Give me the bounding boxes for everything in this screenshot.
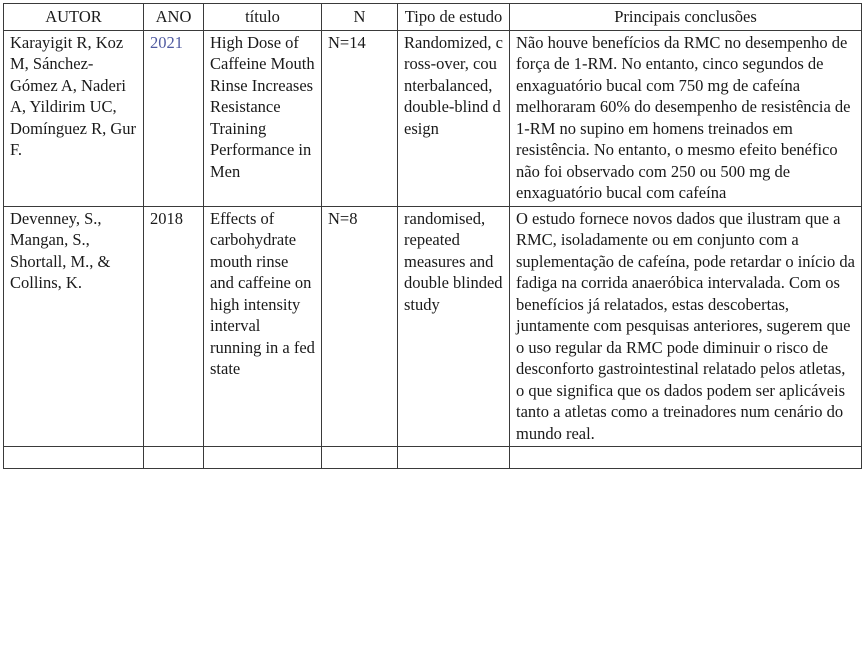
studies-table [3, 3, 862, 469]
header-titulo: título [204, 4, 322, 31]
cell-ano: 2018 [144, 206, 204, 447]
cell-titulo: Effects of carbohydrate mouth rinse and caffeine on high intensity interval running in a fed state [204, 206, 322, 447]
cell-tipo: Randomized, cross-over, counterbalanced, double-blind design [398, 30, 510, 206]
cell-conclusoes: Não houve benefícios da RMC no desempenho de força de 1-RM. No entanto, cinco segundos de enxaguatório bucal com 750 mg de cafeína melhoraram 60% do desempenho de resistência de 1-RM no supino em homens treinados em resistência. No entanto, o mesmo efeito benéfico não foi observado com 250 ou 500 mg de enxaguatório bucal com cafeína [510, 30, 862, 206]
header-conclusoes: Principais conclusões [510, 4, 862, 31]
cell-n: N=14 [322, 30, 398, 206]
header-n: N [322, 4, 398, 31]
table-row [4, 30, 862, 206]
cell-autor: Devenney, S., Mangan, S., Shortall, M., & Collins, K. [4, 206, 144, 447]
cell-conclusoes: O estudo fornece novos dados que ilustram que a RMC, isoladamente ou em conjunto com a suplementação de cafeína, pode retardar o início da fadiga na corrida anaeróbica intervalada. Com os benefícios já relatados, estas descobertas, juntamente com pesquisas anteriores, sugerem que o uso regular da RMC pode diminuir o risco de desconforto gastrointestinal relatado pelos atletas, o que significa que os dados podem ser aplicáveis tanto a atletas como a treinadores num cenário do mundo real. [510, 206, 862, 447]
cell-ano-link[interactable]: 2021 [144, 30, 204, 206]
header-ano: ANO [144, 4, 204, 31]
header-row [4, 4, 862, 31]
table-continuation-row [4, 447, 862, 469]
header-autor: AUTOR [4, 4, 144, 31]
header-tipo: Tipo de estudo [398, 4, 510, 31]
cell-titulo: High Dose of Caffeine Mouth Rinse Increases Resistance Training Performance in Men [204, 30, 322, 206]
cell-n: N=8 [322, 206, 398, 447]
cell-tipo: randomised, repeated measures and double blinded study [398, 206, 510, 447]
table-row [4, 206, 862, 447]
cell-autor: Karayigit R, Koz M, Sánchez-Gómez A, Naderi A, Yildirim UC, Domínguez R, Gur F. [4, 30, 144, 206]
